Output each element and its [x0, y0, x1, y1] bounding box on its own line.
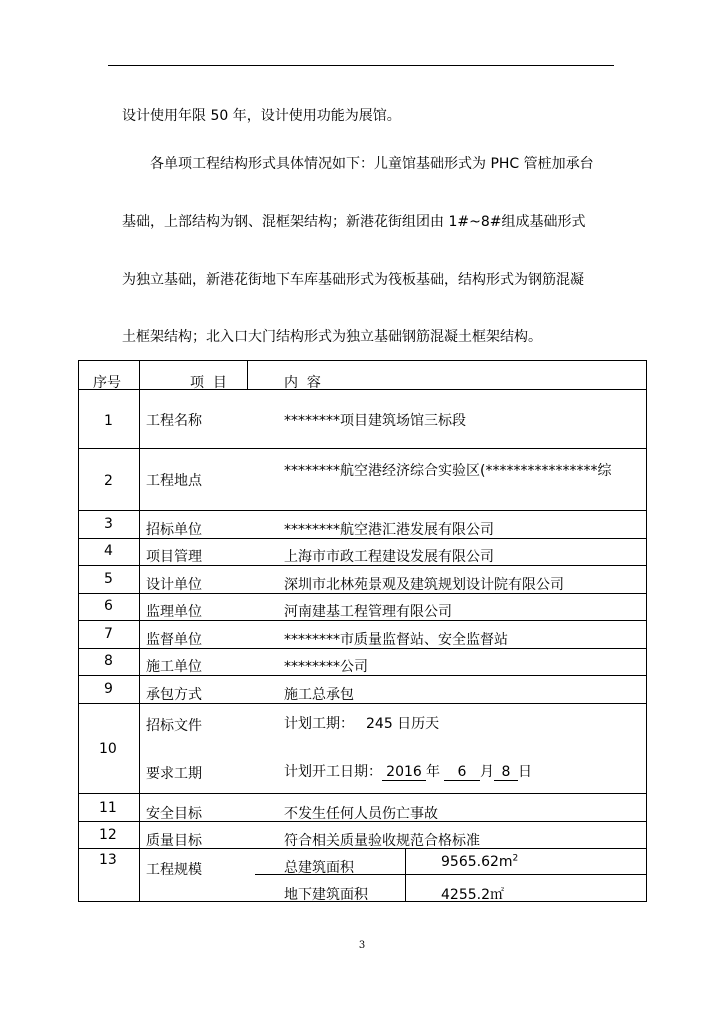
row-no: 8 [104, 653, 113, 669]
duration-label: 计划工期： [284, 716, 354, 732]
row-no: 7 [104, 626, 113, 642]
row-item: 招标文件 [146, 718, 202, 734]
row-item: 设计单位 [146, 577, 202, 593]
underground-area-label: 地下建筑面积 [284, 887, 368, 903]
row-no: 9 [104, 681, 113, 697]
row-content: 不发生任何人员伤亡事故 [284, 806, 438, 822]
row-no: 13 [99, 852, 117, 868]
row-content: 符合相关质量验收规范合格标准 [284, 833, 480, 849]
row-content: 施工总承包 [284, 687, 354, 703]
row-item: 招标单位 [146, 522, 202, 538]
underground-area-value: 4255.2㎡ [441, 887, 504, 903]
row-item: 安全目标 [146, 806, 202, 822]
row-item: 项目管理 [146, 549, 202, 565]
header-no: 序号 [93, 375, 121, 391]
row-no: 6 [104, 598, 113, 614]
row-no: 2 [104, 473, 113, 489]
header-item: 项 目 [190, 375, 227, 391]
start-year: 2016 [382, 765, 426, 781]
row-item: 监理单位 [146, 604, 202, 620]
header-content: 内 容 [284, 375, 321, 391]
planned-start-date [284, 764, 532, 781]
row-item: 承包方式 [146, 687, 202, 703]
row-no: 4 [104, 543, 113, 559]
paragraph-line: 各单项工程结构形式具体情况如下：儿童馆基础形式为 PHC 管桩加承台 [150, 156, 594, 172]
page-number: 3 [358, 940, 366, 951]
paragraph-line: 基础，上部结构为钢、混框架结构；新港花街组团由 1#~8#组成基础形式 [122, 214, 586, 230]
row-content: ********公司 [284, 659, 368, 675]
paragraph-line: 为独立基础，新港花街地下车库基础形式为筏板基础，结构形式为钢筋混凝 [122, 272, 584, 288]
row-item: 要求工期 [146, 766, 202, 782]
day-unit: 日 [518, 764, 532, 780]
row-content: ********市质量监督站、安全监督站 [284, 632, 508, 648]
start-month: 6 [444, 765, 480, 781]
row-item: 工程规模 [146, 862, 202, 878]
row-no: 1 [104, 413, 113, 429]
row-content: 深圳市北林苑景观及建筑规划设计院有限公司 [284, 577, 564, 593]
start-label: 计划开工日期： [284, 764, 382, 780]
row-no: 11 [99, 800, 117, 816]
row-no: 5 [104, 571, 113, 587]
row-content: ********航空港汇港发展有限公司 [284, 522, 494, 538]
month-unit: 月 [480, 764, 494, 780]
row-content: ********航空港经济综合实验区(****************综 [284, 463, 612, 479]
row-item: 工程名称 [146, 413, 202, 429]
total-area-label: 总建筑面积 [284, 860, 354, 876]
row-no: 12 [99, 827, 117, 843]
duration-value: 245 日历天 [366, 716, 440, 732]
header-rule [108, 65, 614, 66]
row-item: 工程地点 [146, 473, 202, 489]
row-content: 河南建基工程管理有限公司 [284, 604, 452, 620]
planned-duration [284, 716, 439, 732]
row-content: ********项目建筑场馆三标段 [284, 413, 466, 429]
paragraph-line: 土框架结构；北入口大门结构形式为独立基础钢筋混凝土框架结构。 [122, 329, 542, 345]
year-unit: 年 [426, 764, 440, 780]
paragraph-line: 设计使用年限 50 年，设计使用功能为展馆。 [122, 108, 401, 124]
row-no: 10 [99, 741, 117, 757]
row-item: 施工单位 [146, 659, 202, 675]
row-content: 上海市市政工程建设发展有限公司 [284, 549, 494, 565]
start-day: 8 [494, 765, 518, 781]
total-area-value: $9565.62m^2$ [441, 853, 519, 870]
row-no: 3 [104, 516, 113, 532]
row-item: 监督单位 [146, 632, 202, 648]
row-item: 质量目标 [146, 833, 202, 849]
